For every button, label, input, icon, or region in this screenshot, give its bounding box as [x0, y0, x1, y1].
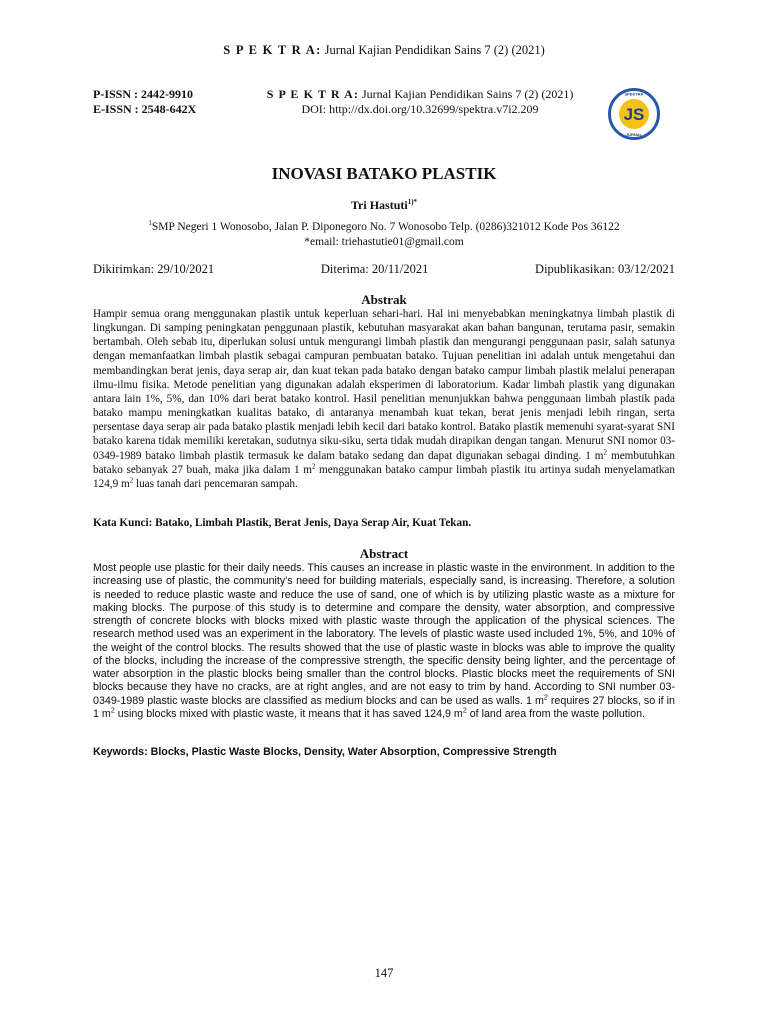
logo-ring-bottom-text: JURNAL	[625, 132, 643, 137]
affiliation	[0, 216, 768, 235]
abstract-superscript-1: 2	[543, 693, 548, 701]
author-superscript: 1)*	[407, 198, 418, 206]
journal-citation-rest: Jurnal Kajian Pendidikan Sains 7 (2) (2021)	[359, 87, 574, 101]
article-title: INOVASI BATAKO PLASTIK	[271, 164, 497, 183]
abstrak-text-part-4: luas tanah dari pencemaran sampah.	[133, 477, 298, 490]
page-number: 147	[374, 966, 394, 980]
abstract-superscript-3: 2	[462, 707, 467, 715]
abstract-text-part-3: using blocks mixed with plastic waste, it means that it has saved 124,9 m	[114, 707, 463, 720]
abstrak-text-part-1: Hampir semua orang menggunakan plastik untuk keperluan sehari-hari. Hal ini menyebabkan meningkatnya limbah plastik di lingkungan. Di samping peningkatan penggunaan plastik, kebutuhan masyarakat akan bahan bangunan, terutama pasir, semakin bertambah. Oleh sebab itu, diperlukan solusi untuk mengurangi limbah plastik dan mengurangi penggunaan pasir, salah satunya dengan memanfaatkan limbah plastik sebagai campuran pembuatan batako. Tujuan penelitian ini adalah untuk mengetahui dan membandingkan berat jenis, daya serap air, dan kuat tekan pada batako dengan batako campur limbah plastik melalui penerapan ilmu-ilmu fisika. Metode penelitian yang digunakan adalah eksperimen di laboratorium. Kadar limbah plastik yang digunakan antara lain 1%, 5%, dan 10% dari berat batako kontrol. Hasil penelitian menunjukkan bahwa penggunaan limbah plastik pada batako mampu meningkatkan kualitas batako, di antaranya menambah kuat tekan, berat jenis menjadi lebih ringan, serta persentase daya serap air pada batako plastik menjadi lebih kecil dari batako kontrol. Batako plastik memenuhi syarat-syarat SNI batako karena tidak memiliki keretakan, sudutnya siku-siku, serta tidak mudah dirapikan dengan tangan. Menurut SNI nomor 03-0349-1989 batako limbah plastik termasuk ke dalam batako sedang dan dapat digunakan sebagai dinding. 1 m	[93, 308, 675, 462]
running-header	[0, 43, 768, 58]
affiliation-superscript: 1	[148, 219, 152, 227]
logo-ring-top-text: SPEKTRA	[624, 91, 644, 97]
issn-block	[93, 87, 196, 117]
abstract-heading: Abstract	[359, 546, 409, 561]
author-email[interactable]: *email: triehastutie01@gmail.com	[304, 235, 464, 248]
journal-name-rest: Jurnal Kajian Pendidikan Sains 7 (2) (2021)	[321, 43, 545, 57]
abstract-superscript-2: 2	[110, 707, 115, 715]
e-issn: E-ISSN : 2548-642X	[93, 102, 197, 116]
journal-citation	[244, 87, 596, 102]
abstrak-text-part-2: membutuhkan batako sebanyak 27 buah, maka jika dalam 1 m	[93, 449, 676, 476]
affiliation-text: SMP Negeri 1 Wonosobo, Jalan P. Diponegoro No. 7 Wonosobo Telp. (0286)321012 Kode Pos 36122	[151, 220, 620, 233]
abstrak-superscript-3: 2	[129, 476, 134, 485]
abstrak-heading: Abstrak	[361, 292, 407, 307]
abstract-text-part-2: requires 27 blocks, so if in 1 m	[93, 694, 675, 720]
keywords: Keywords: Blocks, Plastic Waste Blocks, Density, Water Absorption, Compressive Strength	[93, 746, 557, 758]
affiliation-block	[0, 216, 768, 250]
doi-link[interactable]: DOI: http://dx.doi.org/10.32699/spektra.v7i2.209	[301, 102, 539, 116]
abstract-text-part-1: Most people use plastic for their daily needs. This causes an increase in plastic waste in the environment. In addition to the increasing use of plastic, the community's need for building materials, especially sand, is increasing. Therefore, a solution is needed to reduce plastic waste and reduce the use of sand, one of which is by utilizing plastic waste as a mixture for making blocks. The purpose of this study is to determine and compare the density, water absorption, and compressive strength of concrete blocks with blocks mixed with plastic waste through the application of the physical sciences. The research method used was an experiment in the laboratory. The levels of plastic waste used included 1%, 5%, and 10% of the weight of the control blocks. The results showed that the use of plastic waste in blocks was able to improve the quality of the blocks, including the increase of the compressive strength, the specific density being lighter, and the percentage of water absorption in the plastic blocks being smaller than the control blocks. Plastic blocks meet the requirements of SNI blocks because they have no cracks, are at right angles, and are not easy to trim by hand. According to SNI number 03-0349-1989 plastic waste blocks are classified as medium blocks and can be used as walls. 1 m	[93, 562, 675, 707]
logo-letters: JS	[623, 105, 645, 124]
abstrak-text-part-3: menggunakan batako campur limbah plastik itu artinya sudah menyelamatkan 124,9 m	[93, 463, 675, 490]
date-submitted: Dikirimkan: 29/10/2021	[93, 262, 215, 276]
abstrak-superscript-2: 2	[311, 461, 316, 470]
journal-citation-prefix: S P E K T R A:	[266, 87, 360, 101]
journal-logo	[608, 88, 660, 140]
date-accepted: Diterima: 20/11/2021	[320, 262, 429, 276]
abstract-text	[93, 562, 675, 721]
publication-dates	[93, 262, 675, 277]
kata-kunci: Kata Kunci: Batako, Limbah Plastik, Berat Jenis, Daya Serap Air, Kuat Tekan.	[93, 517, 472, 529]
author-name: Tri Hastuti	[350, 198, 408, 212]
abstrak-superscript-1: 2	[603, 447, 608, 456]
author-line	[0, 198, 768, 213]
journal-name-prefix: S P E K T R A:	[223, 43, 322, 57]
journal-citation-block	[244, 87, 596, 117]
date-published: Dipublikasikan: 03/12/2021	[535, 262, 675, 276]
abstrak-text	[93, 307, 675, 491]
abstract-text-part-4: of land area from the waste pollution.	[466, 707, 645, 720]
p-issn: P-ISSN : 2442-9910	[93, 87, 194, 101]
